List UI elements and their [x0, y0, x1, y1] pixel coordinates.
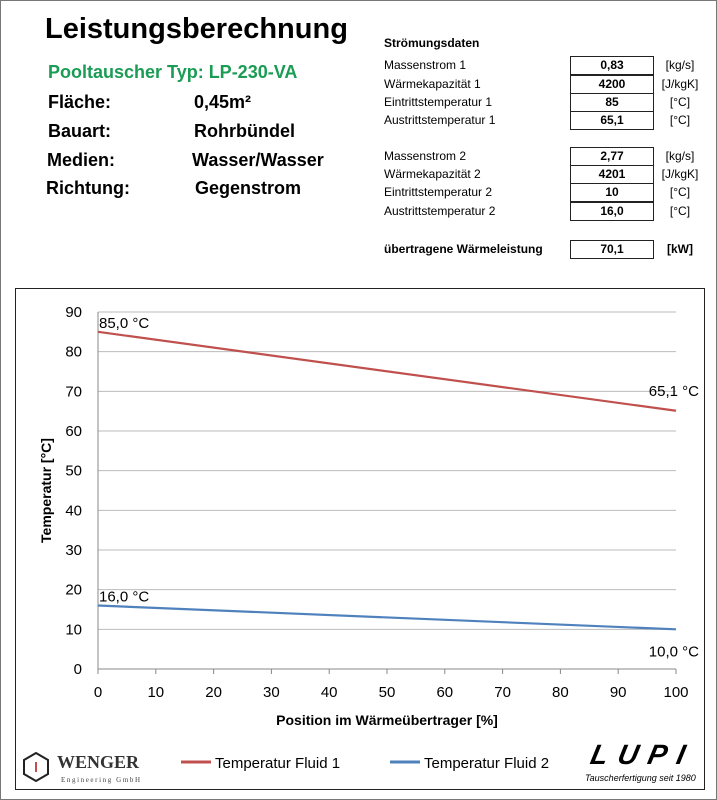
- flow-row-value: 4200: [570, 75, 654, 94]
- flow-data-heading: Strömungsdaten: [384, 36, 480, 50]
- y-tick-label: 10: [65, 621, 82, 639]
- y-tick-label: 40: [65, 502, 82, 520]
- spec-label: Fläche:: [48, 92, 112, 112]
- spec-label: Richtung:: [46, 178, 130, 198]
- flow-row-unit: [°C]: [669, 113, 691, 127]
- page-title: Leistungsberechnung: [45, 13, 348, 45]
- result-unit: [kW]: [667, 242, 693, 256]
- flow-row-label: Massenstrom 2: [384, 149, 467, 163]
- flow-row-unit: [°C]: [669, 185, 691, 199]
- data-label: 85,0 °C: [99, 314, 150, 332]
- spec-value: 0,45m²: [194, 92, 252, 112]
- flow-row-unit: [°C]: [669, 95, 691, 109]
- data-label: 65,1 °C: [648, 382, 699, 400]
- wenger-logo-text: WENGER: [57, 752, 140, 772]
- y-tick-label: 50: [65, 462, 82, 480]
- result-value: 70,1: [570, 240, 654, 259]
- flow-row-value: 0,83: [570, 56, 654, 75]
- flow-row-label: Wärmekapazität 1: [384, 77, 481, 91]
- x-tick-label: 30: [263, 684, 280, 701]
- x-tick-label: 40: [320, 684, 338, 701]
- flow-row-label: Massenstrom 1: [384, 58, 467, 72]
- spec-value: Rohrbündel: [194, 121, 295, 141]
- series-line-fluid-2: [98, 606, 676, 630]
- x-tick-label: 90: [609, 684, 627, 701]
- flow-row-unit: [J/kgK]: [661, 77, 699, 91]
- temperature-chart: [16, 289, 704, 789]
- x-tick-label: 100: [663, 684, 689, 701]
- y-tick-label: 0: [73, 661, 82, 678]
- wenger-logo-icon: [23, 752, 49, 782]
- x-axis-label: Position im Wärmeübertrager [%]: [276, 712, 498, 728]
- flow-row-unit: [J/kgK]: [661, 167, 699, 181]
- flow-row-unit: [kg/s]: [665, 58, 695, 72]
- y-tick-label: 20: [65, 581, 82, 599]
- spec-label: Medien:: [47, 150, 116, 170]
- flow-row-value: 65,1: [570, 111, 654, 130]
- y-tick-label: 60: [65, 423, 82, 440]
- x-tick-label: 50: [378, 684, 396, 701]
- spec-label: Bauart:: [48, 121, 112, 141]
- product-type: Pooltauscher Typ: LP-230-VA: [48, 62, 298, 82]
- flow-row-value: 4201: [570, 165, 654, 184]
- flow-row-unit: [°C]: [669, 204, 691, 218]
- x-tick-label: 0: [93, 684, 103, 701]
- flow-row-unit: [kg/s]: [665, 149, 695, 163]
- wenger-logo-subtitle: Engineering GmbH: [61, 776, 142, 784]
- x-tick-label: 70: [494, 684, 511, 701]
- y-tick-label: 30: [65, 542, 82, 559]
- y-tick-label: 80: [65, 343, 82, 361]
- flow-row-value: 85: [570, 93, 654, 112]
- y-tick-label: 90: [65, 304, 82, 321]
- lupi-logo-subtitle: Tauscherfertigung seit 1980: [585, 773, 696, 783]
- flow-row-label: Eintrittstemperatur 2: [384, 185, 493, 199]
- legend-label: Temperatur Fluid 1: [215, 755, 341, 772]
- x-tick-label: 20: [205, 684, 222, 701]
- y-axis-label: Temperatur [°C]: [38, 438, 54, 543]
- data-label: 16,0 °C: [99, 588, 150, 606]
- x-tick-label: 80: [552, 684, 569, 701]
- chart-container: [15, 288, 705, 790]
- series-line-fluid-1: [98, 332, 676, 411]
- result-label: übertragene Wärmeleistung: [384, 242, 543, 256]
- spec-value: Gegenstrom: [195, 178, 302, 198]
- flow-row-label: Wärmekapazität 2: [384, 167, 481, 181]
- spec-value: Wasser/Wasser: [192, 150, 324, 170]
- flow-row-label: Eintrittstemperatur 1: [384, 95, 493, 109]
- flow-row-value: 16,0: [570, 202, 654, 221]
- legend-label: Temperatur Fluid 2: [424, 755, 550, 772]
- data-label: 10,0 °C: [648, 643, 699, 661]
- flow-row-value: 2,77: [570, 147, 654, 166]
- flow-row-value: 10: [570, 183, 654, 202]
- flow-row-label: Austrittstemperatur 2: [384, 204, 496, 218]
- y-tick-label: 70: [65, 383, 82, 401]
- x-tick-label: 60: [436, 684, 454, 701]
- flow-row-label: Austrittstemperatur 1: [384, 113, 496, 127]
- lupi-logo-text: LUPI: [587, 739, 699, 770]
- x-tick-label: 10: [147, 684, 165, 701]
